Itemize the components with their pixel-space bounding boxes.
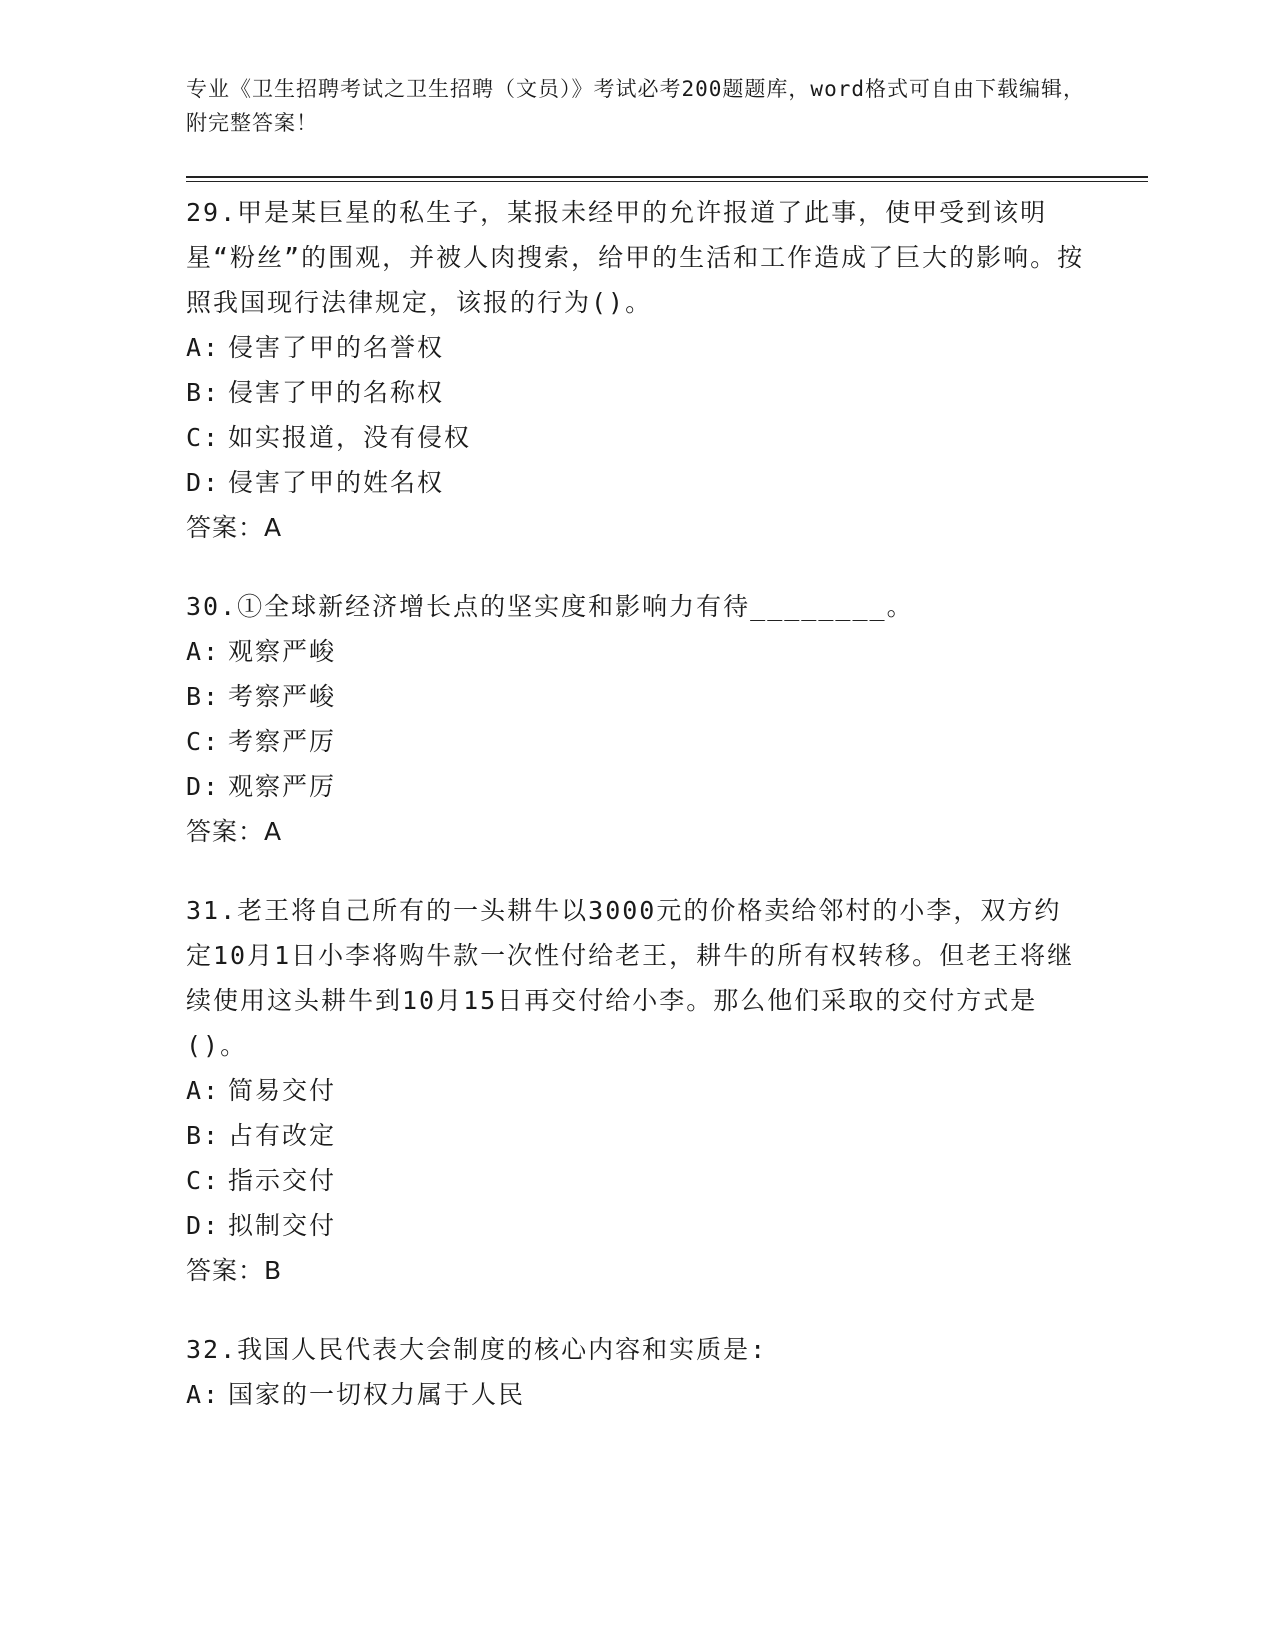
question-31 (186, 888, 1086, 1293)
option-letter: C: (186, 1166, 221, 1195)
option-letter: B: (186, 682, 221, 711)
option-text: 如实报道，没有侵权 (228, 423, 472, 452)
option-text: 国家的一切权力属于人民 (228, 1380, 526, 1409)
option-text: 侵害了甲的名誉权 (228, 333, 445, 362)
option-a (186, 1372, 1086, 1417)
option-a (186, 1068, 1086, 1113)
answer-line: 答案：A (186, 817, 283, 846)
option-letter: B: (186, 1121, 221, 1150)
header-divider-thin (186, 181, 1148, 182)
option-c (186, 719, 1086, 764)
option-letter: D: (186, 468, 221, 497)
option-text: 指示交付 (228, 1166, 337, 1195)
option-c (186, 415, 1086, 460)
option-text: 观察严厉 (228, 772, 337, 801)
option-text: 简易交付 (228, 1076, 337, 1105)
option-text: 占有改定 (228, 1121, 337, 1150)
option-text: 考察严厉 (228, 727, 337, 756)
option-d (186, 764, 1086, 809)
question-32 (186, 1327, 1086, 1417)
option-letter: D: (186, 772, 221, 801)
option-a (186, 325, 1086, 370)
question-29 (186, 190, 1086, 550)
option-text: 观察严峻 (228, 637, 337, 666)
option-letter: A: (186, 637, 221, 666)
option-b (186, 1113, 1086, 1158)
option-letter: C: (186, 423, 221, 452)
answer-line: 答案：B (186, 1256, 283, 1285)
option-text: 考察严峻 (228, 682, 337, 711)
option-letter: C: (186, 727, 221, 756)
option-letter: A: (186, 1380, 221, 1409)
option-letter: B: (186, 378, 221, 407)
question-stem: 30.①全球新经济增长点的坚实度和影响力有待________。 (186, 592, 914, 621)
option-c (186, 1158, 1086, 1203)
option-d (186, 1203, 1086, 1248)
option-text: 侵害了甲的名称权 (228, 378, 445, 407)
question-list (186, 190, 1086, 1451)
question-30 (186, 584, 1086, 854)
option-letter: A: (186, 333, 221, 362)
question-stem: 31.老王将自己所有的一头耕牛以3000元的价格卖给邻村的小李，双方约定10月1日小李将购牛款一次性付给老王，耕牛的所有权转移。但老王将继续使用这头耕牛到10月15日再交付给小李。那么他们采取的交付方式是()。 (186, 896, 1075, 1060)
option-text: 拟制交付 (228, 1211, 337, 1240)
option-text: 侵害了甲的姓名权 (228, 468, 445, 497)
option-b (186, 370, 1086, 415)
question-stem: 32.我国人民代表大会制度的核心内容和实质是: (186, 1335, 768, 1364)
option-letter: A: (186, 1076, 221, 1105)
document-header: 专业《卫生招聘考试之卫生招聘（文员）》考试必考200题题库，word格式可自由下载编辑，附完整答案！ (186, 77, 1085, 135)
option-letter: D: (186, 1211, 221, 1240)
answer-line: 答案：A (186, 513, 283, 542)
question-stem: 29.甲是某巨星的私生子，某报未经甲的允许报道了此事，使甲受到该明星“粉丝”的围观，并被人肉搜索，给甲的生活和工作造成了巨大的影响。按照我国现行法律规定，该报的行为()。 (186, 198, 1085, 317)
header-divider-thick (186, 176, 1148, 178)
option-a (186, 629, 1086, 674)
option-d (186, 460, 1086, 505)
option-b (186, 674, 1086, 719)
